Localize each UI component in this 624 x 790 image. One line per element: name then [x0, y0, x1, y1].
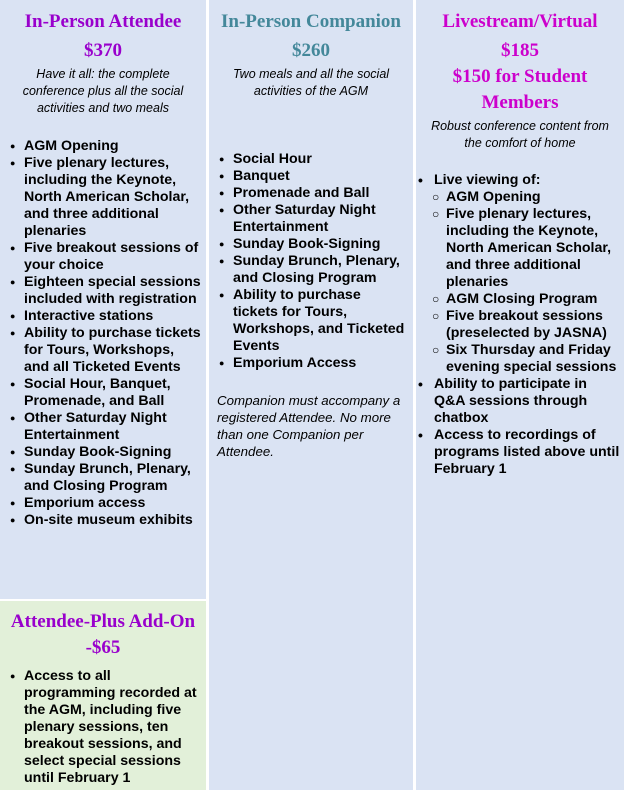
list-item: ● Promenade and Ball: [209, 185, 407, 202]
livestream-title: Livestream/Virtual: [442, 11, 598, 32]
list-item: ● On-site museum exhibits: [0, 512, 202, 529]
list-item: ● Ability to purchase tickets for Tours, Workshops, and Ticketed Events: [209, 287, 407, 355]
list-item: ● Banquet: [209, 168, 407, 185]
list-item: ● Five breakout sessions of your choice: [0, 240, 202, 274]
list-item: ○ Six Thursday and Friday evening special sessions: [416, 342, 620, 376]
attendee-column: [0, 0, 208, 599]
list-item: • Access to recordings of programs listed above until February 1: [416, 427, 620, 478]
livestream-list: [416, 172, 624, 478]
list-item: ● Sunday Brunch, Plenary, and Closing Program: [209, 253, 407, 287]
list-item: ● Sunday Brunch, Plenary, and Closing Program: [0, 461, 202, 495]
companion-note: Companion must accompany a registered Attendee. No more than one Companion per Attendee.: [217, 393, 401, 459]
companion-title: In-Person Companion: [221, 11, 401, 32]
companion-price: $260: [292, 40, 330, 61]
livestream-subtitle: Robust conference content from the comfort of home: [431, 119, 609, 150]
companion-subtitle: Two meals and all the social activities of the AGM: [232, 67, 390, 98]
attendee-list: [0, 138, 206, 529]
addon-panel: [0, 599, 208, 790]
list-item: ● Social Hour: [209, 151, 407, 168]
list-item: ● Eighteen special sessions included with registration: [0, 274, 202, 308]
companion-column: [209, 0, 415, 790]
list-item: ● Sunday Book-Signing: [0, 444, 202, 461]
list-item: ○ AGM Closing Program: [416, 291, 620, 308]
livestream-column: [416, 0, 624, 790]
list-item: ● Ability to purchase tickets for Tours, Workshops, and all Ticketed Events: [0, 325, 202, 376]
list-item: ● Other Saturday Night Entertainment: [209, 202, 407, 236]
companion-list: [209, 151, 413, 372]
livestream-price: $185: [501, 40, 539, 61]
list-item: ● Social Hour, Banquet, Promenade, and Ball: [0, 376, 202, 410]
attendee-subtitle: Have it all: the complete conference plus all the social activities and two meals: [22, 67, 184, 115]
list-item: ○ AGM Opening: [416, 189, 620, 206]
list-item: ● Sunday Book-Signing: [209, 236, 407, 253]
list-item: ● Five plenary lectures, including the Keynote, North American Scholar, and three additional plenaries: [0, 155, 202, 240]
attendee-title: In-Person Attendee: [24, 11, 182, 32]
list-item: ● Emporium access: [0, 495, 202, 512]
list-item: ● Emporium Access: [209, 355, 407, 372]
list-item: ● Access to all programming recorded at the AGM, including five plenary sessions, ten breakout sessions, and select special sessions until February 1: [0, 668, 202, 787]
list-item: • Ability to participate in Q&A sessions through chatbox: [416, 376, 620, 427]
list-item: ○ Five plenary lectures, including the Keynote, North American Scholar, and three additional plenaries: [416, 206, 620, 291]
addon-title: Attendee-Plus Add-On -$65: [10, 611, 196, 658]
list-item: ● Interactive stations: [0, 308, 202, 325]
attendee-price: $370: [84, 40, 122, 61]
livestream-student-price: $150 for Student Members: [452, 66, 588, 113]
list-item: • Live viewing of:: [416, 172, 620, 189]
addon-list: [0, 668, 206, 787]
list-item: ○ Five breakout sessions (preselected by JASNA): [416, 308, 620, 342]
list-item: ● Other Saturday Night Entertainment: [0, 410, 202, 444]
list-item: ● AGM Opening: [0, 138, 202, 155]
